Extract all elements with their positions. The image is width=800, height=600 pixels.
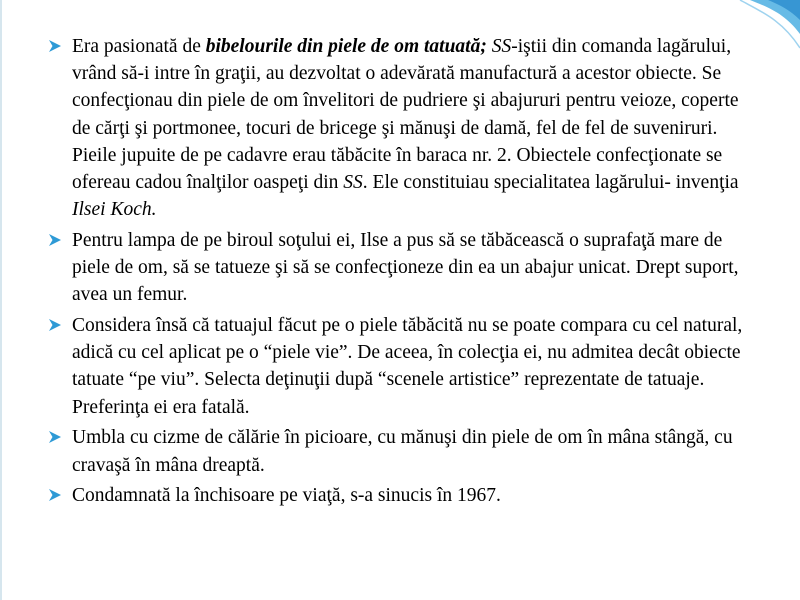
bullet-list (48, 33, 753, 513)
bullet-text: Ilsei Koch. (72, 199, 157, 221)
bullet-text: -iştii din comanda lagărului, vrând să-i intre în graţii, au dezvoltat o adevărată manufactură a acestor obiecte. Se confecţionau din piele de om învelitori de pudriere şi abajururi pentru veioze, coperte de cărţi şi portmonee, tocuri de bricege şi mănuşi de damă, fel de fel de suveniruri. Pieile jupuite de pe cadavre erau tăbăcite în baraca nr. 2. Obiectele confecţionate se ofereau cadou înalţilor oaspeţi din (72, 36, 739, 194)
bullet-item (48, 312, 753, 421)
bullet-item (48, 227, 753, 309)
arrow-bullet-icon (48, 39, 62, 53)
bullet-text: Pentru lampa de pe biroul soţului ei, Ilse a pus să se tăbăcească o suprafaţă mare de piele de om, să se tatueze şi să se confecţioneze din ea un abajur unicat. Drept suport, avea un femur. (72, 229, 739, 306)
bullet-text: Era pasionată de (72, 36, 206, 57)
bullet-item (48, 33, 753, 223)
bullet-text: . Ele constituiau specialitatea lagărului- invenţia (362, 172, 739, 194)
arrow-bullet-icon (48, 233, 62, 247)
arrow-bullet-icon (48, 318, 62, 332)
bullet-text: SS (343, 172, 363, 194)
bullet-text: SS (491, 36, 512, 57)
bullet-item (48, 424, 753, 478)
left-border-line (0, 0, 2, 600)
bullet-text: Considera însă că tatuajul făcut pe o piele tăbăcită nu se poate compara cu cel natural, adică cu cel aplicat pe o “piele vie”. De aceea, în colecţia ei, nu admitea decât obiecte tatuate “pe viu”. Selecta deţinuţii după “scenele artistice” reprezentate de tatuaje. Preferinţa ei era fatală. (72, 315, 743, 418)
bullet-item (48, 482, 753, 509)
bullet-text: Condamnată la închisoare pe viaţă, s-a sinucis în 1967. (72, 485, 501, 507)
arrow-bullet-icon (48, 430, 62, 444)
bullet-text: Umbla cu cizme de călărie în picioare, cu mănuşi din piele de om în mâna stângă, cu cravaşă în mâna dreaptă. (72, 427, 733, 476)
bullet-text: bibelourile din piele de om tatuată; (205, 36, 487, 57)
arrow-bullet-icon (48, 488, 62, 502)
